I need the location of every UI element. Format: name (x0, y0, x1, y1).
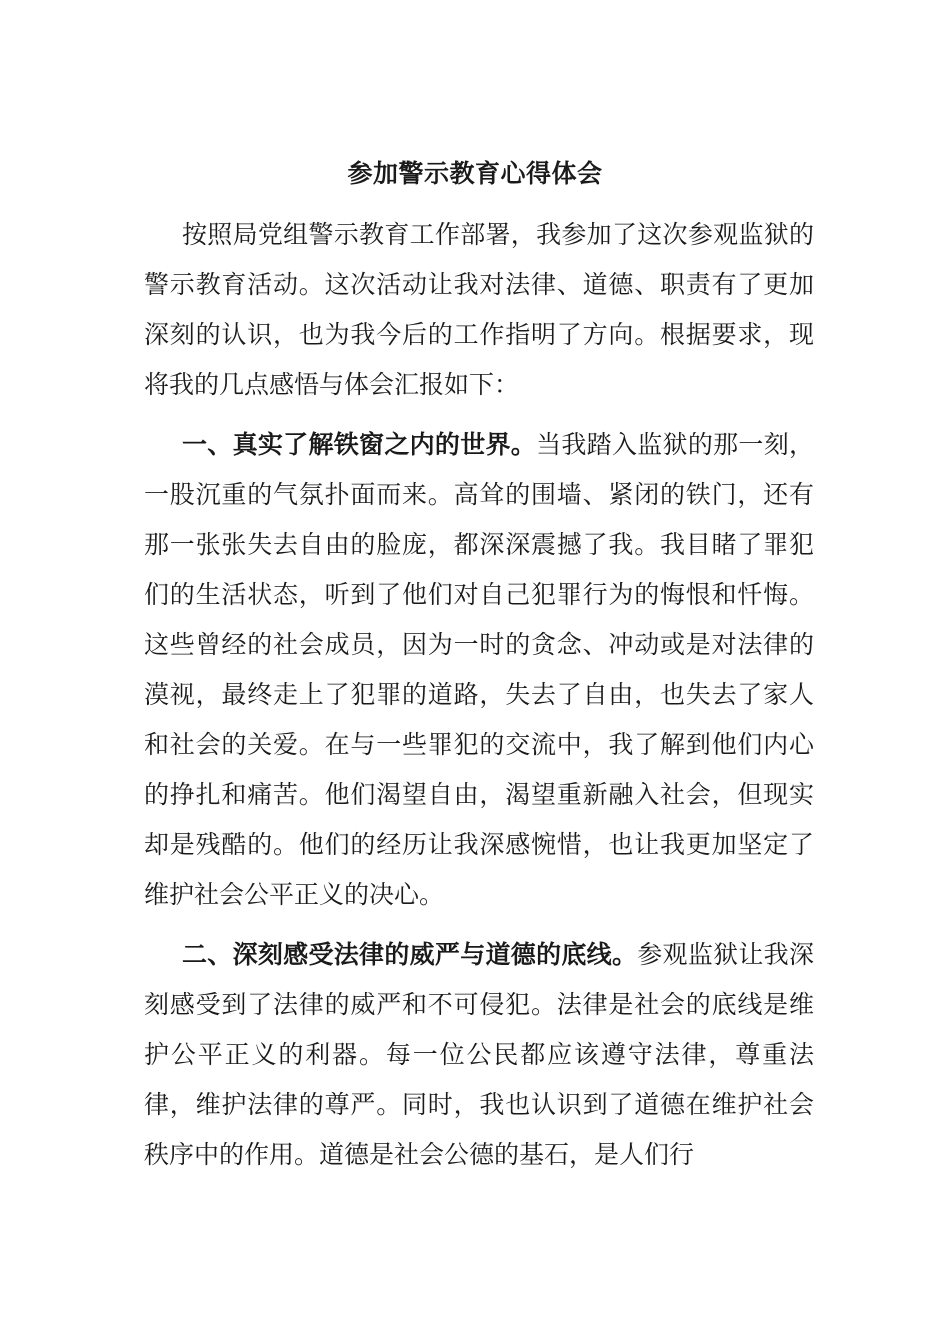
document-title: 参加警示教育心得体会 (347, 159, 603, 188)
paragraph-section-2 (144, 930, 814, 1180)
section-heading: 二、深刻感受法律的威严与道德的底线。 (182, 940, 638, 969)
paragraph-text: 按照局党组警示教育工作部署，我参加了这次参观监狱的警示教育活动。这次活动让我对法律、道德、职责有了更加深刻的认识，也为我今后的工作指明了方向。根据要求，现将我的几点感悟与体会汇报如下： (144, 220, 814, 399)
paragraph-text: 当我踏入监狱的那一刻，一股沉重的气氛扑面而来。高耸的围墙、紧闭的铁门，还有那一张张失去自由的脸庞，都深深震撼了我。我目睹了罪犯们的生活状态，听到了他们对自己犯罪行为的悔恨和忏悔。这些曾经的社会成员，因为一时的贪念、冲动或是对法律的漠视，最终走上了犯罪的道路，失去了自由，也失去了家人和社会的关爱。在与一些罪犯的交流中，我了解到他们内心的挣扎和痛苦。他们渴望自由，渴望重新融入社会，但现实却是残酷的。他们的经历让我深感惋惜，也让我更加坚定了维护社会公平正义的决心。 (144, 430, 814, 909)
document-body (144, 210, 814, 1180)
paragraph-section-1 (144, 420, 814, 920)
paragraph-text: 参观监狱让我深刻感受到了法律的威严和不可侵犯。法律是社会的底线是维护公平正义的利器。每一位公民都应该遵守法律，尊重法律，维护法律的尊严。同时，我也认识到了道德在维护社会秩序中的作用。道德是社会公德的基石，是人们行 (144, 940, 814, 1169)
section-heading: 一、真实了解铁窗之内的世界。 (182, 430, 537, 459)
paragraph-intro (144, 210, 814, 410)
